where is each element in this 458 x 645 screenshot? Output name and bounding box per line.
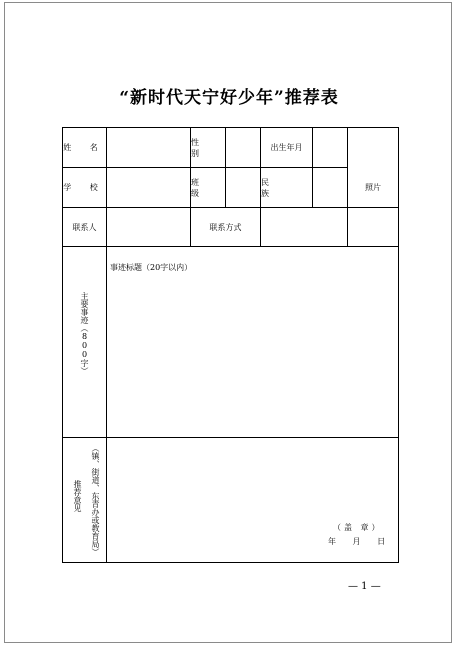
label-school (63, 168, 106, 207)
table-border-bottom (62, 562, 399, 563)
label-contact-person: 联系人 (72, 222, 97, 232)
label-birth: 出生年月 (270, 143, 303, 152)
label-name (63, 128, 106, 167)
table-border-right (398, 127, 399, 563)
photo-box[interactable]: 照片 (365, 182, 381, 192)
field-contact-method[interactable] (261, 208, 347, 246)
seal-text: （盖 章） (333, 523, 383, 532)
label-main-deeds: 主要事迹（800字） (80, 292, 89, 375)
label-school-text: 学 校 (63, 183, 106, 192)
label-ethnicity-text: 民 族 (261, 177, 283, 198)
label-recommend-org: （镇、街道、东青办或教育局） (91, 444, 100, 556)
page-number: — 1 — (348, 581, 381, 592)
field-ethnicity[interactable] (313, 168, 347, 207)
label-class-text: 班 级 (191, 177, 207, 198)
label-gender-text: 性 别 (191, 137, 207, 158)
label-gender (191, 128, 225, 167)
form-title: “新时代天宁好少年”推荐表 (119, 88, 339, 108)
field-gender[interactable] (226, 128, 260, 167)
label-event-title: 事迹标题（20字以内） (110, 263, 193, 272)
label-class (191, 168, 225, 207)
field-main-deeds[interactable] (107, 247, 398, 437)
label-recommend-opinion: 推荐意见 (73, 480, 82, 512)
label-ethnicity (261, 168, 312, 207)
field-school[interactable] (107, 168, 190, 207)
field-birth[interactable] (313, 128, 347, 167)
label-name-text: 姓 名 (63, 143, 106, 152)
field-name[interactable] (107, 128, 190, 167)
date-text: 年 月 日 (328, 537, 386, 546)
field-class[interactable] (226, 168, 260, 207)
field-contact-person[interactable] (107, 208, 190, 246)
label-contact-method: 联系方式 (209, 222, 242, 232)
